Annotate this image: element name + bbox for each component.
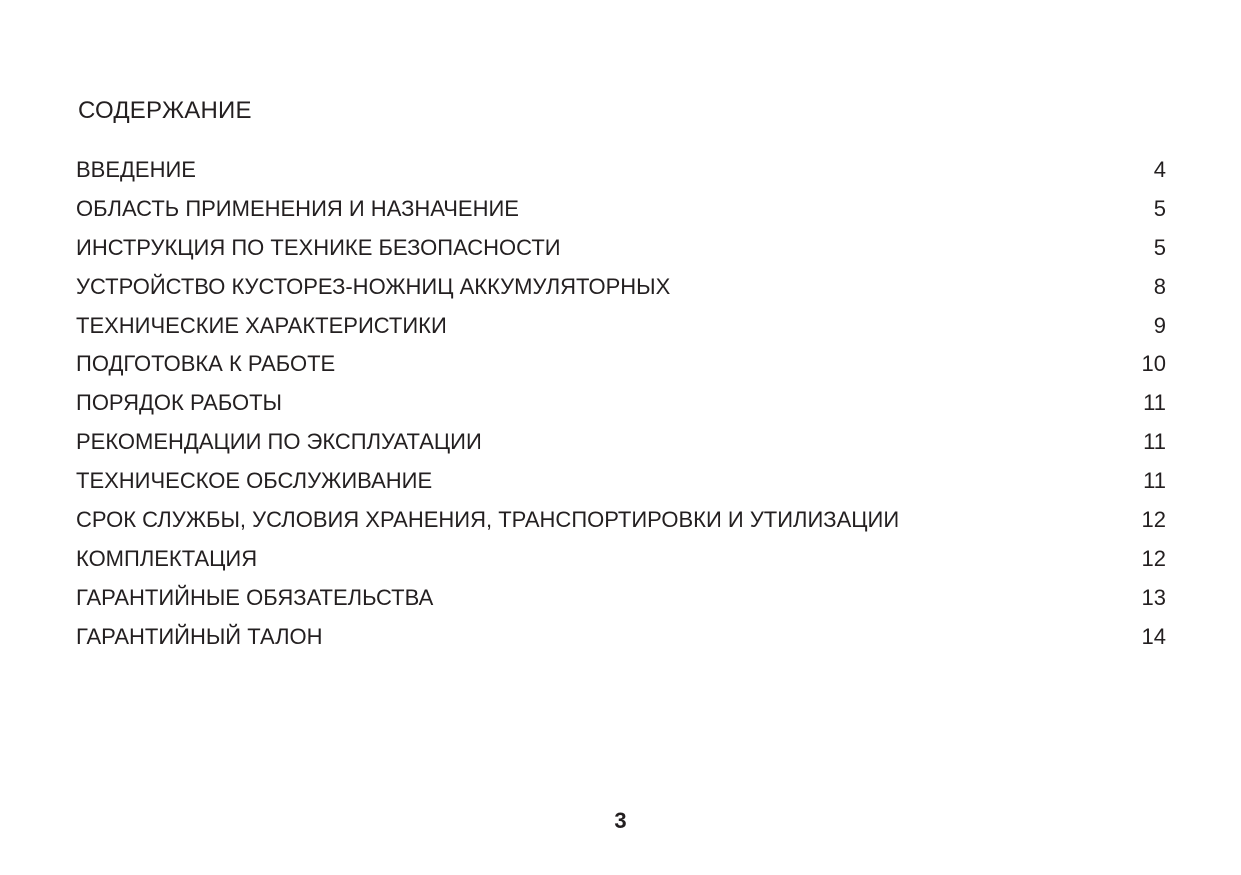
toc-entry[interactable] bbox=[76, 505, 1166, 544]
toc-entry-title: РЕКОМЕНДАЦИИ ПО ЭКСПЛУАТАЦИИ bbox=[76, 429, 482, 455]
toc-entry-title: ПОРЯДОК РАБОТЫ bbox=[76, 390, 283, 416]
toc-entry[interactable] bbox=[76, 466, 1166, 505]
toc-entry-title: ТЕХНИЧЕСКОЕ ОБСЛУЖИВАНИЕ bbox=[76, 468, 433, 494]
toc-entry[interactable] bbox=[76, 194, 1166, 233]
toc-entry-page: 13 bbox=[1141, 584, 1166, 610]
toc-entry-page: 11 bbox=[1143, 390, 1166, 416]
toc-entry[interactable] bbox=[76, 544, 1166, 583]
toc-entry-page: 5 bbox=[1153, 234, 1166, 260]
toc-entry-title: СРОК СЛУЖБЫ, УСЛОВИЯ ХРАНЕНИЯ, ТРАНСПОРТИРОВКИ И УТИЛИЗАЦИИ bbox=[76, 507, 900, 533]
toc-entry[interactable] bbox=[76, 583, 1166, 622]
toc-entry-title: КОМПЛЕКТАЦИЯ bbox=[76, 545, 258, 571]
toc-entry[interactable] bbox=[76, 272, 1166, 311]
toc-entry[interactable] bbox=[76, 388, 1166, 427]
toc-entry-title: ТЕХНИЧЕСКИЕ ХАРАКТЕРИСТИКИ bbox=[76, 312, 447, 338]
toc-entry[interactable] bbox=[76, 155, 1166, 194]
toc-entry-page: 10 bbox=[1141, 351, 1166, 377]
toc-entry-page: 11 bbox=[1143, 429, 1166, 455]
toc-entry-page: 4 bbox=[1153, 157, 1166, 182]
toc-entry[interactable] bbox=[76, 427, 1166, 466]
toc-entry-title: ПОДГОТОВКА К РАБОТЕ bbox=[76, 351, 336, 377]
page-title: СОДЕРЖАНИЕ bbox=[78, 97, 252, 124]
page-number: 3 bbox=[614, 808, 627, 833]
toc-entry-page: 9 bbox=[1153, 312, 1166, 338]
toc-entry[interactable] bbox=[76, 622, 1166, 661]
toc-entry-title: ВВЕДЕНИЕ bbox=[76, 157, 196, 182]
table-of-contents bbox=[76, 155, 1166, 661]
toc-entry-title: ОБЛАСТЬ ПРИМЕНЕНИЯ И НАЗНАЧЕНИЕ bbox=[76, 195, 519, 221]
toc-entry-page: 5 bbox=[1153, 195, 1166, 221]
toc-entry-page: 14 bbox=[1141, 623, 1166, 649]
toc-entry-title: УСТРОЙСТВО КУСТОРЕЗ-НОЖНИЦ АККУМУЛЯТОРНЫХ bbox=[76, 273, 671, 299]
toc-entry-page: 12 bbox=[1141, 545, 1166, 571]
toc-entry-title: ГАРАНТИЙНЫЙ ТАЛОН bbox=[76, 623, 323, 649]
toc-entry[interactable] bbox=[76, 311, 1166, 350]
toc-entry-page: 8 bbox=[1153, 273, 1166, 299]
toc-entry[interactable] bbox=[76, 349, 1166, 388]
toc-entry[interactable] bbox=[76, 233, 1166, 272]
toc-entry-page: 11 bbox=[1143, 468, 1166, 494]
toc-entry-title: ИНСТРУКЦИЯ ПО ТЕХНИКЕ БЕЗОПАСНОСТИ bbox=[76, 234, 561, 260]
toc-entry-page: 12 bbox=[1141, 507, 1166, 533]
toc-entry-title: ГАРАНТИЙНЫЕ ОБЯЗАТЕЛЬСТВА bbox=[76, 584, 434, 610]
